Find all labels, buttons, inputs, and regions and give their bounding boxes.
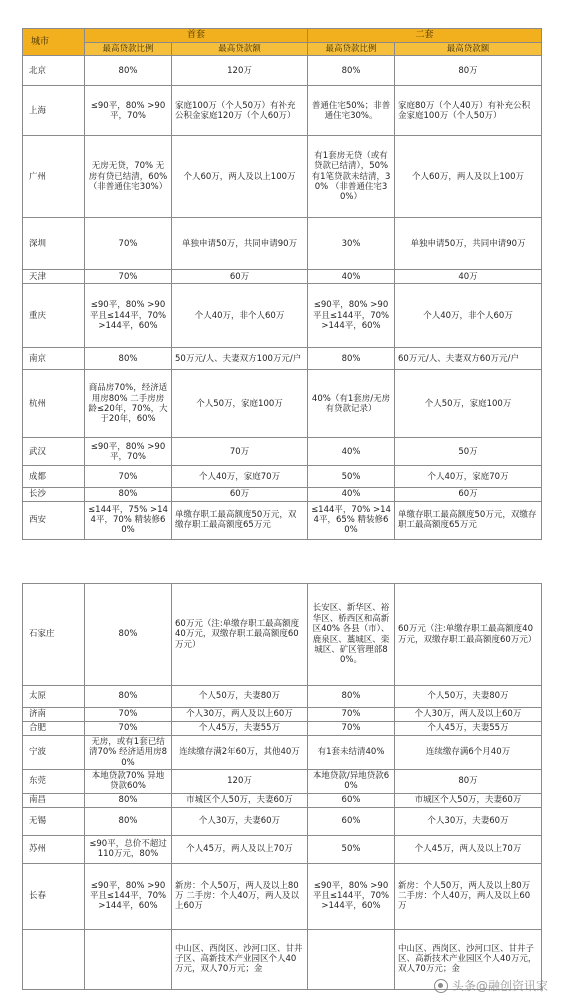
first-amount-cell: 个人40万，家庭70万 bbox=[172, 466, 308, 488]
city-cell: 武汉 bbox=[23, 438, 85, 466]
second-amount-cell: 新房：个人50万，两人及以上80万 二手房：个人40万，两人及以上60万 bbox=[395, 863, 542, 929]
second-ratio-cell: 40%（有1套房/无房有贷款记录） bbox=[308, 370, 395, 438]
table-body-top bbox=[23, 56, 542, 539]
city-cell: 成都 bbox=[23, 466, 85, 488]
first-ratio-cell: ≤144平，75% >144平，70% 精装修60% bbox=[85, 501, 172, 539]
first-ratio-cell: 80% bbox=[85, 348, 172, 370]
first-ratio-cell: 无房无贷，70% 无房有贷已结清，60% （非普通住宅30%） bbox=[85, 136, 172, 218]
watermark bbox=[434, 977, 548, 994]
first-ratio-cell: ≤90平，80% >90平，70% bbox=[85, 438, 172, 466]
table-row bbox=[23, 584, 542, 686]
second-ratio-cell: 30% bbox=[308, 218, 395, 270]
second-amount-cell: 60万 bbox=[395, 488, 542, 501]
first-amount-cell: 60万 bbox=[172, 270, 308, 284]
second-amount-cell: 40万 bbox=[395, 270, 542, 284]
city-cell: 西安 bbox=[23, 501, 85, 539]
table-body-bottom bbox=[23, 584, 542, 990]
city-cell: 无锡 bbox=[23, 807, 85, 835]
table-row bbox=[23, 438, 542, 466]
header-ratio-2: 最高贷款比例 bbox=[308, 43, 395, 56]
second-ratio-cell: ≤90平，80% >90平且≤144平，70% >144平，60% bbox=[308, 284, 395, 348]
second-ratio-cell: 80% bbox=[308, 686, 395, 708]
table-row bbox=[23, 793, 542, 807]
first-amount-cell: 单独申请50万，共同申请90万 bbox=[172, 218, 308, 270]
first-amount-cell: 家庭100万（个人50万）有补充公积金家庭120万（个人60万） bbox=[172, 86, 308, 136]
second-ratio-cell: 60% bbox=[308, 793, 395, 807]
second-amount-cell: 个人60万，两人及以上100万 bbox=[395, 136, 542, 218]
second-ratio-cell: 80% bbox=[308, 348, 395, 370]
loan-table-bottom bbox=[22, 583, 542, 990]
table-row bbox=[23, 770, 542, 794]
first-amount-cell: 单缴存职工最高额度50万元，双缴存职工最高额度65万元 bbox=[172, 501, 308, 539]
city-cell: 上海 bbox=[23, 86, 85, 136]
first-ratio-cell: 80% bbox=[85, 56, 172, 86]
header-amount-1: 最高贷款额 bbox=[172, 43, 308, 56]
city-cell: 广州 bbox=[23, 136, 85, 218]
second-ratio-cell: 40% bbox=[308, 270, 395, 284]
second-amount-cell: 市城区个人50万，夫妻60万 bbox=[395, 793, 542, 807]
city-cell: 石家庄 bbox=[23, 584, 85, 686]
first-ratio-cell: 70% bbox=[85, 708, 172, 722]
first-ratio-cell: 80% bbox=[85, 686, 172, 708]
first-amount-cell: 120万 bbox=[172, 770, 308, 794]
second-ratio-cell: 长安区、新华区、裕华区、桥西区和高新区40% 各县（市）、鹿泉区、藁城区、栾城区、矿区管理部80%。 bbox=[308, 584, 395, 686]
second-ratio-cell: 有1套房无贷（或有贷款已结清），50% 有1笔贷款未结清，30% （非普通住宅30%） bbox=[308, 136, 395, 218]
table-row bbox=[23, 686, 542, 708]
table-row bbox=[23, 807, 542, 835]
second-amount-cell: 个人40万，非个人60万 bbox=[395, 284, 542, 348]
first-amount-cell: 个人45万，夫妻55万 bbox=[172, 722, 308, 736]
table-row bbox=[23, 501, 542, 539]
first-amount-cell: 70万 bbox=[172, 438, 308, 466]
watermark-logo-icon bbox=[434, 979, 448, 993]
table-row bbox=[23, 370, 542, 438]
city-cell: 杭州 bbox=[23, 370, 85, 438]
city-cell: 宁波 bbox=[23, 736, 85, 770]
second-ratio-cell: 40% bbox=[308, 488, 395, 501]
header-ratio-1: 最高贷款比例 bbox=[85, 43, 172, 56]
city-cell: 长沙 bbox=[23, 488, 85, 501]
second-amount-cell: 家庭80万（个人40万）有补充公积金家庭100万（个人50万） bbox=[395, 86, 542, 136]
second-ratio-cell bbox=[308, 929, 395, 989]
table-row bbox=[23, 270, 542, 284]
second-ratio-cell: 80% bbox=[308, 56, 395, 86]
loan-table-top bbox=[22, 28, 542, 540]
first-ratio-cell: 70% bbox=[85, 218, 172, 270]
second-amount-cell: 单缴存职工最高额度50万元，双缴存职工最高额度65万元 bbox=[395, 501, 542, 539]
city-cell: 长春 bbox=[23, 863, 85, 929]
city-cell: 北京 bbox=[23, 56, 85, 86]
first-amount-cell: 市城区个人50万，夫妻60万 bbox=[172, 793, 308, 807]
header-row-group bbox=[23, 29, 542, 43]
second-amount-cell: 60万元（注:单缴存职工最高额度40万元，双缴存职工最高额度60万元） bbox=[395, 584, 542, 686]
first-ratio-cell: 80% bbox=[85, 793, 172, 807]
header-city: 城市 bbox=[23, 29, 85, 56]
second-amount-cell: 80万 bbox=[395, 770, 542, 794]
city-cell: 苏州 bbox=[23, 835, 85, 863]
second-ratio-cell: 本地贷款/异地贷款60% bbox=[308, 770, 395, 794]
first-ratio-cell: ≤90平，80% >90平，70% bbox=[85, 86, 172, 136]
table-row bbox=[23, 722, 542, 736]
table-row bbox=[23, 56, 542, 86]
table-row bbox=[23, 86, 542, 136]
first-amount-cell: 个人30万，夫妻60万 bbox=[172, 807, 308, 835]
table-row bbox=[23, 284, 542, 348]
header-row-sub bbox=[23, 43, 542, 56]
first-ratio-cell: 本地贷款70% 异地贷款60% bbox=[85, 770, 172, 794]
city-cell bbox=[23, 929, 85, 989]
second-ratio-cell: ≤144平，70% >144平，65% 精装修60% bbox=[308, 501, 395, 539]
second-ratio-cell: 40% bbox=[308, 438, 395, 466]
table-row bbox=[23, 136, 542, 218]
first-amount-cell: 个人40万，非个人60万 bbox=[172, 284, 308, 348]
second-ratio-cell: 有1套未结清40% bbox=[308, 736, 395, 770]
first-ratio-cell: ≤90平，80% >90平且≤144平，70% >144平，60% bbox=[85, 284, 172, 348]
first-ratio-cell: 80% bbox=[85, 584, 172, 686]
table-row bbox=[23, 348, 542, 370]
second-ratio-cell: 50% bbox=[308, 466, 395, 488]
first-ratio-cell: 无房，或有1套已结清70% 经济适用房80% bbox=[85, 736, 172, 770]
second-amount-cell: 个人50万，夫妻80万 bbox=[395, 686, 542, 708]
first-amount-cell: 个人30万，两人及以上60万 bbox=[172, 708, 308, 722]
first-amount-cell: 个人50万，家庭100万 bbox=[172, 370, 308, 438]
table-row bbox=[23, 488, 542, 501]
first-amount-cell: 60万元（注:单缴存职工最高额度40万元，双缴存职工最高额度60万元） bbox=[172, 584, 308, 686]
second-ratio-cell: 普通住宅50%；非普通住宅30%。 bbox=[308, 86, 395, 136]
first-ratio-cell: 80% bbox=[85, 807, 172, 835]
city-cell: 天津 bbox=[23, 270, 85, 284]
city-cell: 重庆 bbox=[23, 284, 85, 348]
second-amount-cell: 个人45万，夫妻55万 bbox=[395, 722, 542, 736]
header-second-home: 二套 bbox=[308, 29, 542, 43]
table-row bbox=[23, 863, 542, 929]
second-amount-cell: 50万 bbox=[395, 438, 542, 466]
second-amount-cell: 个人45万，两人及以上70万 bbox=[395, 835, 542, 863]
second-amount-cell: 个人30万，两人及以上60万 bbox=[395, 708, 542, 722]
first-amount-cell: 新房：个人50万，两人及以上80万 二手房：个人40万，两人及以上60万 bbox=[172, 863, 308, 929]
table-row bbox=[23, 708, 542, 722]
first-ratio-cell: 70% bbox=[85, 722, 172, 736]
first-ratio-cell: 商品房70%，经济适用房80% 二手房房龄≤20年，70%，大于20年，60% bbox=[85, 370, 172, 438]
first-amount-cell: 个人50万，夫妻80万 bbox=[172, 686, 308, 708]
header-amount-2: 最高贷款额 bbox=[395, 43, 542, 56]
second-amount-cell: 个人50万，家庭100万 bbox=[395, 370, 542, 438]
first-amount-cell: 60万 bbox=[172, 488, 308, 501]
second-ratio-cell: ≤90平，80% >90平且≤144平，70% >144平，60% bbox=[308, 863, 395, 929]
second-amount-cell: 个人30万，夫妻60万 bbox=[395, 807, 542, 835]
second-ratio-cell: 60% bbox=[308, 807, 395, 835]
first-ratio-cell: 80% bbox=[85, 488, 172, 501]
second-amount-cell: 中山区、西岗区、沙河口区、甘井子区、高新技术产业园区个人40万元，双人70万元；金 bbox=[395, 929, 542, 989]
second-amount-cell: 单独申请50万，共同申请90万 bbox=[395, 218, 542, 270]
section-gap bbox=[0, 556, 564, 583]
first-amount-cell: 个人60万，两人及以上100万 bbox=[172, 136, 308, 218]
first-ratio-cell: ≤90平，总价不超过110万元，80% bbox=[85, 835, 172, 863]
city-cell: 南昌 bbox=[23, 793, 85, 807]
second-ratio-cell: 70% bbox=[308, 722, 395, 736]
second-amount-cell: 60万元/人、夫妻双方60万元/户 bbox=[395, 348, 542, 370]
first-ratio-cell: 70% bbox=[85, 270, 172, 284]
second-amount-cell: 个人40万，家庭70万 bbox=[395, 466, 542, 488]
first-amount-cell: 120万 bbox=[172, 56, 308, 86]
first-ratio-cell: 70% bbox=[85, 466, 172, 488]
second-ratio-cell: 70% bbox=[308, 708, 395, 722]
watermark-text: 头条@融创资讯家 bbox=[451, 979, 548, 993]
first-amount-cell: 个人45万，两人及以上70万 bbox=[172, 835, 308, 863]
table-row bbox=[23, 218, 542, 270]
table-row bbox=[23, 835, 542, 863]
first-amount-cell: 中山区、西岗区、沙河口区、甘井子区、高新技术产业园区个人40万元，双人70万元；金 bbox=[172, 929, 308, 989]
city-cell: 南京 bbox=[23, 348, 85, 370]
header-first-home: 首套 bbox=[85, 29, 308, 43]
city-cell: 太原 bbox=[23, 686, 85, 708]
second-ratio-cell: 50% bbox=[308, 835, 395, 863]
first-ratio-cell bbox=[85, 929, 172, 989]
second-amount-cell: 连续缴存满6个月40万 bbox=[395, 736, 542, 770]
first-amount-cell: 连续缴存满2年60万，其他40万 bbox=[172, 736, 308, 770]
city-cell: 东莞 bbox=[23, 770, 85, 794]
table-row bbox=[23, 466, 542, 488]
first-amount-cell: 50万元/人、夫妻双方100万元/户 bbox=[172, 348, 308, 370]
table-row bbox=[23, 736, 542, 770]
second-amount-cell: 80万 bbox=[395, 56, 542, 86]
city-cell: 深圳 bbox=[23, 218, 85, 270]
city-cell: 合肥 bbox=[23, 722, 85, 736]
first-ratio-cell: ≤90平，80% >90平且≤144平，70% >144平，60% bbox=[85, 863, 172, 929]
city-cell: 济南 bbox=[23, 708, 85, 722]
